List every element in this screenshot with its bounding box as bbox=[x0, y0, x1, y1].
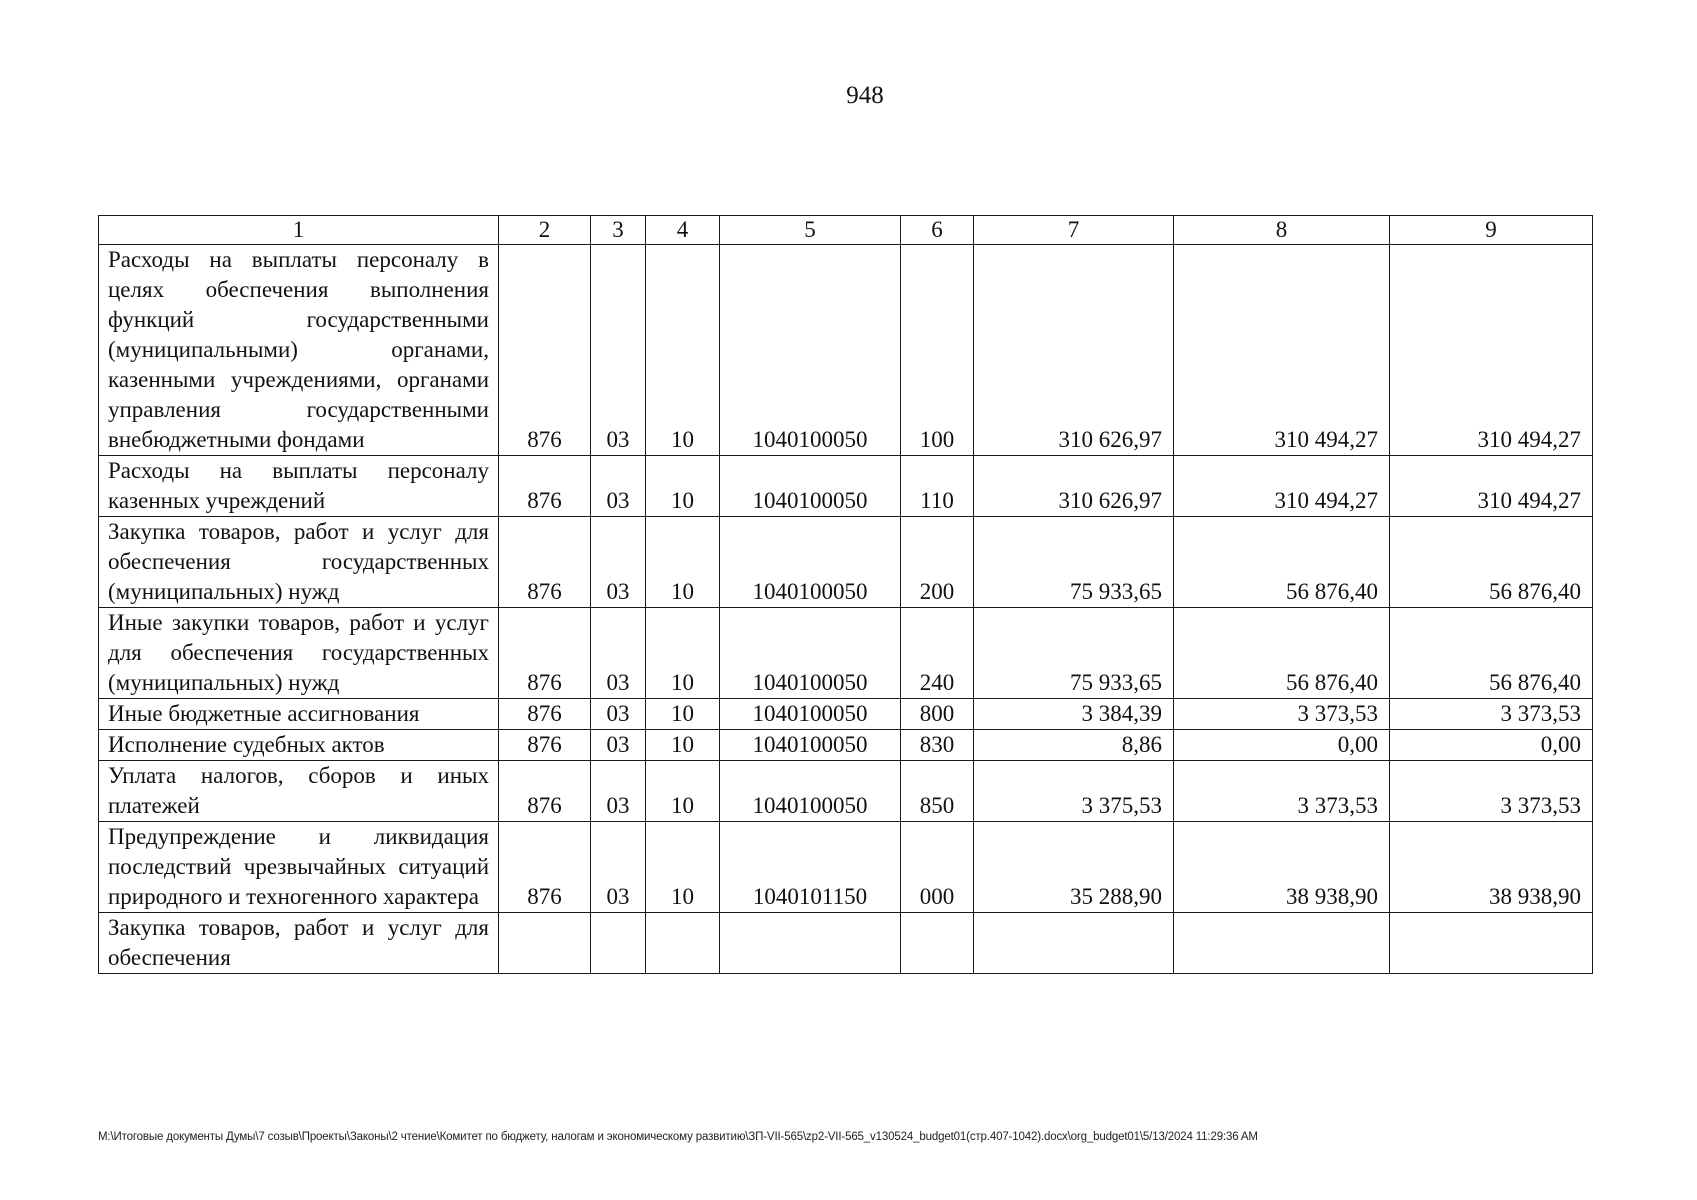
section-code: 03 bbox=[591, 761, 646, 822]
section-code: 03 bbox=[591, 517, 646, 608]
section-code: 03 bbox=[591, 730, 646, 761]
section-code: 03 bbox=[591, 822, 646, 913]
budget-table bbox=[98, 215, 1593, 974]
header-row bbox=[99, 216, 1593, 245]
target-article-code: 1040100050 bbox=[720, 517, 901, 608]
subsection-code: 10 bbox=[646, 730, 720, 761]
expense-type-code: 200 bbox=[901, 517, 974, 608]
target-article-code: 1040100050 bbox=[720, 608, 901, 699]
amount-col-8: 3 373,53 bbox=[1174, 699, 1390, 730]
ministry-code: 876 bbox=[499, 608, 591, 699]
subsection-code: 10 bbox=[646, 822, 720, 913]
subsection-code: 10 bbox=[646, 761, 720, 822]
amount-col-8: 56 876,40 bbox=[1174, 517, 1390, 608]
amount-col-7: 310 626,97 bbox=[974, 456, 1174, 517]
amount-col-8: 3 373,53 bbox=[1174, 761, 1390, 822]
section-code: 03 bbox=[591, 456, 646, 517]
column-header: 8 bbox=[1174, 216, 1390, 245]
column-header: 4 bbox=[646, 216, 720, 245]
table-row bbox=[99, 456, 1593, 517]
amount-col-8: 38 938,90 bbox=[1174, 822, 1390, 913]
expense-name: Иные бюджетные ассигнования bbox=[99, 699, 499, 730]
table-row bbox=[99, 517, 1593, 608]
expense-name: Исполнение судебных актов bbox=[99, 730, 499, 761]
subsection-code: 10 bbox=[646, 456, 720, 517]
amount-col-7: 8,86 bbox=[974, 730, 1174, 761]
ministry-code: 876 bbox=[499, 245, 591, 456]
amount-col-9: 0,00 bbox=[1390, 730, 1593, 761]
section-code: 03 bbox=[591, 699, 646, 730]
column-header: 9 bbox=[1390, 216, 1593, 245]
subsection-code bbox=[646, 913, 720, 974]
page-number: 948 bbox=[846, 82, 884, 109]
amount-col-7: 35 288,90 bbox=[974, 822, 1174, 913]
amount-col-9: 3 373,53 bbox=[1390, 699, 1593, 730]
expense-type-code: 000 bbox=[901, 822, 974, 913]
expense-name: Закупка товаров, работ и услуг для обеспечения государственных (муниципальных) нужд bbox=[99, 517, 499, 608]
section-code: 03 bbox=[591, 245, 646, 456]
column-header: 1 bbox=[99, 216, 499, 245]
subsection-code: 10 bbox=[646, 608, 720, 699]
expense-name: Уплата налогов, сборов и иных платежей bbox=[99, 761, 499, 822]
section-code bbox=[591, 913, 646, 974]
expense-type-code: 850 bbox=[901, 761, 974, 822]
subsection-code: 10 bbox=[646, 699, 720, 730]
amount-col-7: 75 933,65 bbox=[974, 608, 1174, 699]
table-row bbox=[99, 913, 1593, 974]
expense-name: Иные закупки товаров, работ и услуг для обеспечения государственных (муниципальных) нужд bbox=[99, 608, 499, 699]
amount-col-7: 3 384,39 bbox=[974, 699, 1174, 730]
ministry-code: 876 bbox=[499, 822, 591, 913]
ministry-code: 876 bbox=[499, 730, 591, 761]
amount-col-8: 310 494,27 bbox=[1174, 245, 1390, 456]
amount-col-7 bbox=[974, 913, 1174, 974]
ministry-code bbox=[499, 913, 591, 974]
table-row bbox=[99, 730, 1593, 761]
expense-type-code bbox=[901, 913, 974, 974]
amount-col-9: 56 876,40 bbox=[1390, 608, 1593, 699]
file-path-footer: M:\Итоговые документы Думы\7 созыв\Проекты\Законы\2 чтение\Комитет по бюджету, налогам и экономическому развитию\ЗП-VII-565\zp2-VII-565_v130524_budget01(стр.407-1042).docx\org_budget01\5/13/2024 11:29:36 AM bbox=[98, 1131, 1258, 1143]
target-article-code: 1040100050 bbox=[720, 730, 901, 761]
amount-col-8: 310 494,27 bbox=[1174, 456, 1390, 517]
column-header: 7 bbox=[974, 216, 1174, 245]
amount-col-9: 38 938,90 bbox=[1390, 822, 1593, 913]
expense-name: Предупреждение и ликвидация последствий чрезвычайных ситуаций природного и техногенного характера bbox=[99, 822, 499, 913]
amount-col-7: 75 933,65 bbox=[974, 517, 1174, 608]
amount-col-8: 0,00 bbox=[1174, 730, 1390, 761]
target-article-code: 1040100050 bbox=[720, 245, 901, 456]
target-article-code: 1040100050 bbox=[720, 761, 901, 822]
ministry-code: 876 bbox=[499, 456, 591, 517]
table-row bbox=[99, 822, 1593, 913]
amount-col-9: 310 494,27 bbox=[1390, 245, 1593, 456]
amount-col-8 bbox=[1174, 913, 1390, 974]
amount-col-9 bbox=[1390, 913, 1593, 974]
ministry-code: 876 bbox=[499, 517, 591, 608]
target-article-code bbox=[720, 913, 901, 974]
target-article-code: 1040100050 bbox=[720, 456, 901, 517]
amount-col-9: 3 373,53 bbox=[1390, 761, 1593, 822]
table-row bbox=[99, 608, 1593, 699]
expense-type-code: 800 bbox=[901, 699, 974, 730]
column-header: 2 bbox=[499, 216, 591, 245]
column-header: 5 bbox=[720, 216, 901, 245]
subsection-code: 10 bbox=[646, 517, 720, 608]
expense-type-code: 100 bbox=[901, 245, 974, 456]
subsection-code: 10 bbox=[646, 245, 720, 456]
column-header: 6 bbox=[901, 216, 974, 245]
amount-col-9: 310 494,27 bbox=[1390, 456, 1593, 517]
target-article-code: 1040101150 bbox=[720, 822, 901, 913]
expense-name: Расходы на выплаты персоналу в целях обеспечения выполнения функций государственными (муниципальными) органами, казенными учреждениями, органами управления государственными внебюджетными фондами bbox=[99, 245, 499, 456]
expense-type-code: 110 bbox=[901, 456, 974, 517]
expense-type-code: 240 bbox=[901, 608, 974, 699]
table-row bbox=[99, 245, 1593, 456]
expense-type-code: 830 bbox=[901, 730, 974, 761]
amount-col-7: 310 626,97 bbox=[974, 245, 1174, 456]
amount-col-9: 56 876,40 bbox=[1390, 517, 1593, 608]
ministry-code: 876 bbox=[499, 761, 591, 822]
expense-name: Закупка товаров, работ и услуг для обеспечения bbox=[99, 913, 499, 974]
expense-name: Расходы на выплаты персоналу казенных учреждений bbox=[99, 456, 499, 517]
table-row bbox=[99, 699, 1593, 730]
target-article-code: 1040100050 bbox=[720, 699, 901, 730]
column-header: 3 bbox=[591, 216, 646, 245]
amount-col-8: 56 876,40 bbox=[1174, 608, 1390, 699]
ministry-code: 876 bbox=[499, 699, 591, 730]
table-row bbox=[99, 761, 1593, 822]
amount-col-7: 3 375,53 bbox=[974, 761, 1174, 822]
section-code: 03 bbox=[591, 608, 646, 699]
